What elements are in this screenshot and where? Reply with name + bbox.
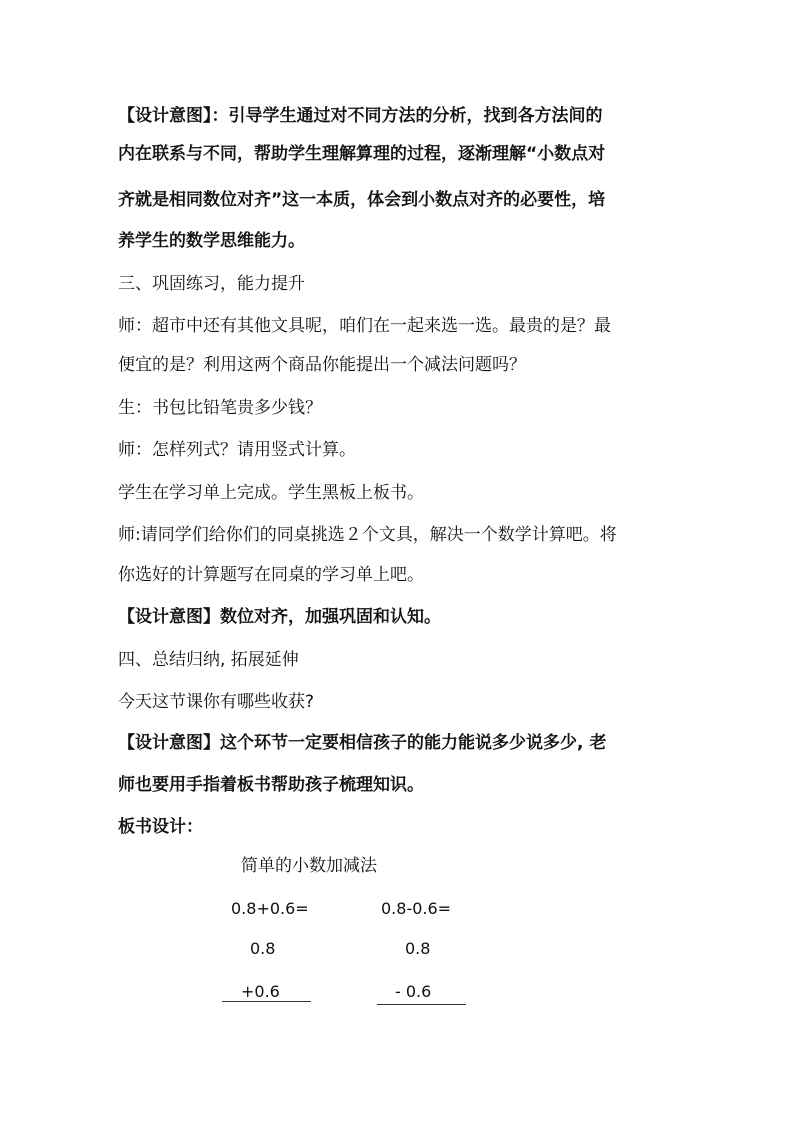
student-line-1: 生：书包比铅笔贵多少钱？ [118,398,322,418]
design-intent-paragraph-line-3: 齐就是相同数位对齐”这一本质，体会到小数点对齐的必要性，培 [118,190,606,210]
board-right-expression: 0.8-0.6= [381,899,452,918]
board-left-top-operand: 0.8 [250,939,276,958]
board-left-bottom-operand: +0.6 [241,982,280,1001]
section-3-heading: 三、巩固练习，能力提升 [118,274,305,294]
design-intent-2: 【设计意图】数位对齐，加强巩固和认知。 [118,607,441,627]
teacher-line-1a: 师：超市中还有其他文具呢，咱们在一起来选一选。最贵的是？最 [118,316,611,336]
teacher-line-3b: 你选好的计算题写在同桌的学习单上吧。 [118,565,424,585]
design-intent-tag: 【设计意图】 [118,106,212,126]
teacher-line-1b: 便宜的是？利用这两个商品你能提出一个减法问题吗？ [118,355,526,375]
board-right-bottom-operand: - 0.6 [395,982,432,1001]
board-right-underline [377,1004,466,1005]
design-intent-paragraph-line-2: 内在联系与不同，帮助学生理解算理的过程，逐渐理解“小数点对 [118,144,606,164]
design-intent-paragraph-line-1 [118,106,688,126]
design-intent-3-line-1: 【设计意图】这个环节一定要相信孩子的能力能说多少说多少, 老 [118,733,607,753]
design-intent-3-line-2: 师也要用手指着板书帮助孩子梳理知识。 [118,775,424,795]
board-title: 简单的小数加减法 [241,856,377,876]
design-intent-text: ：引导学生通过对不同方法的分析，找到各方法间的 [211,106,603,126]
board-right-top-operand: 0.8 [405,939,431,958]
teacher-line-2: 师：怎样列式？请用竖式计算。 [118,440,356,460]
teacher-line-3a: 师:请同学们给你们的同桌挑选２个文具，解决一个数学计算吧。将 [118,525,617,545]
section-4-heading: 四、总结归纳, 拓展延伸 [118,650,299,670]
board-left-expression: 0.8+0.6= [231,899,309,918]
design-intent-paragraph-line-4: 养学生的数学思维能力。 [118,231,305,251]
question-line: 今天这节课你有哪些收获? [118,692,315,712]
activity-line: 学生在学习单上完成。学生黑板上板书。 [118,483,424,503]
board-left-underline [222,1001,311,1002]
board-design-label: 板书设计： [118,817,203,837]
